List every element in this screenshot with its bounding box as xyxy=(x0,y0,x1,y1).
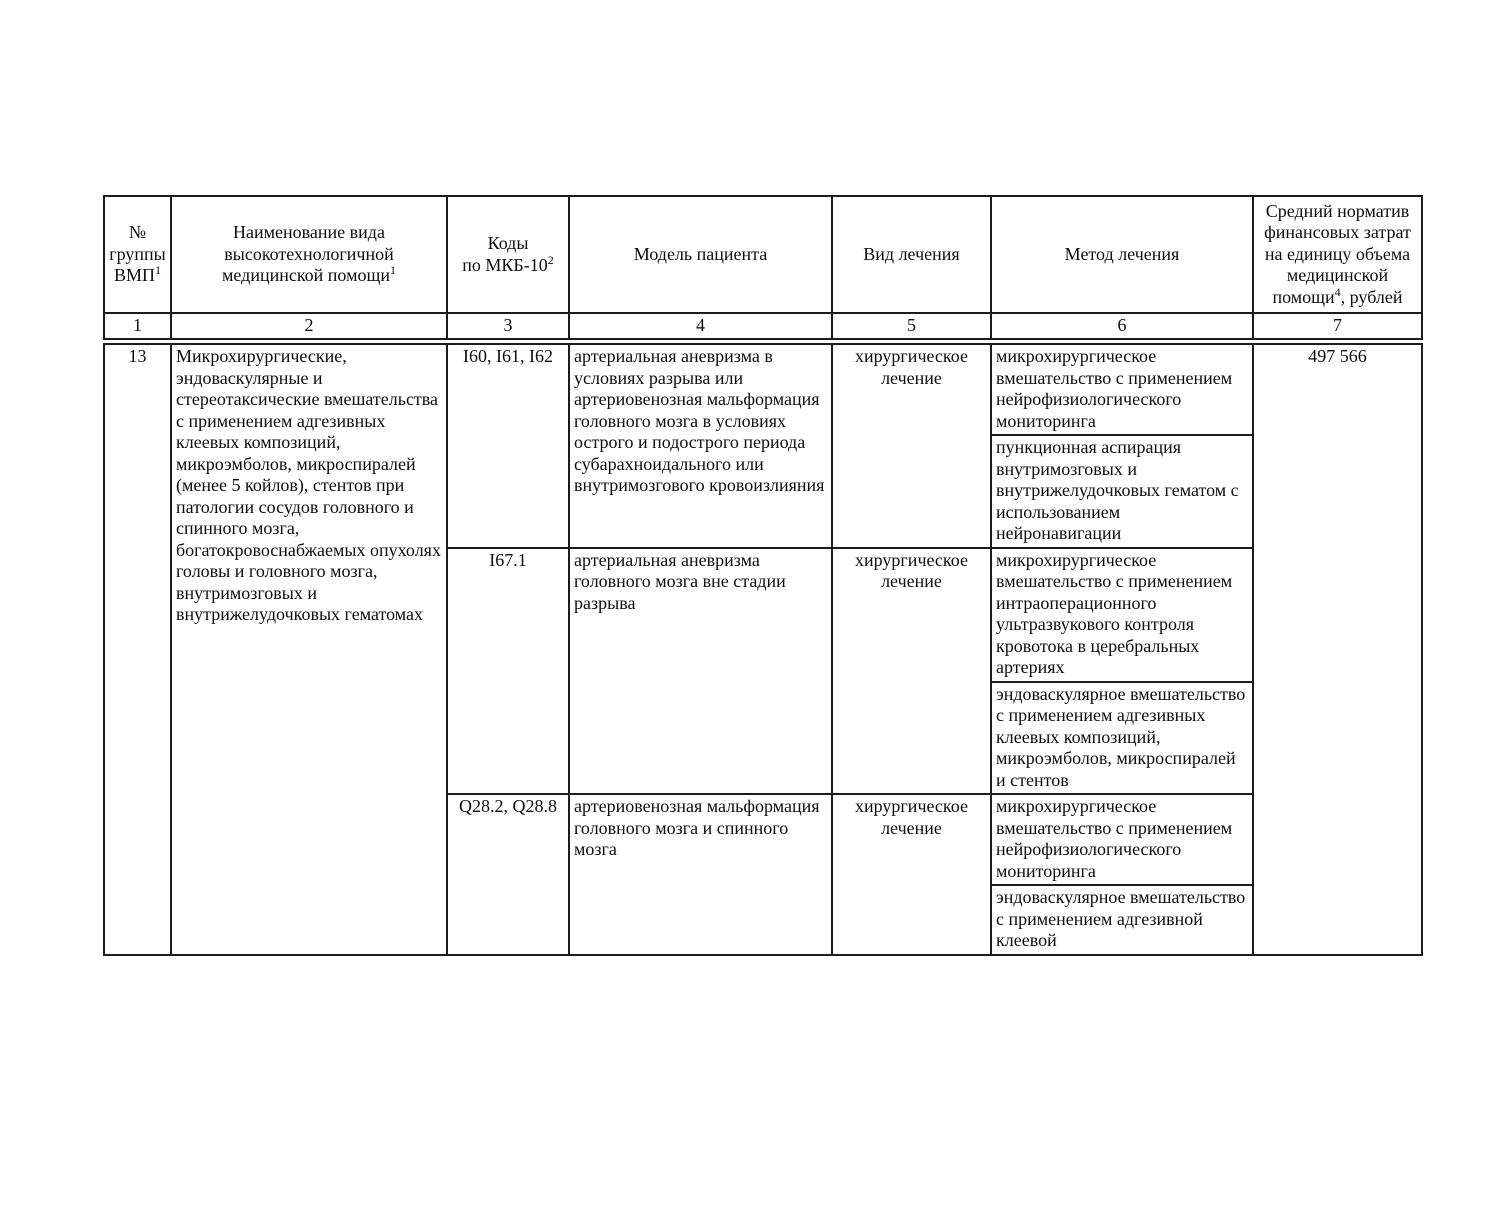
treatment-kind-cell: хирургическое лечение xyxy=(832,342,991,548)
treatment-method-cell: микрохирургическое вмешательство с применением нейрофизиологического мониторинга xyxy=(991,342,1253,436)
column-number-cell-2: 2 xyxy=(171,313,447,342)
footnote-ref-1: 1 xyxy=(155,263,161,278)
icd-codes-cell: I67.1 xyxy=(447,548,569,795)
column-number-cell-5: 5 xyxy=(832,313,991,342)
treatment-method-cell: пункционная аспирация внутримозговых и внутрижелудочковых гематом с использованием нейронавигации xyxy=(991,435,1253,548)
header-treatment-method: Метод лечения xyxy=(991,196,1253,313)
treatment-method-cell: микрохирургическое вмешательство с применением нейрофизиологического мониторинга xyxy=(991,794,1253,885)
treatment-method-cell: микрохирургическое вмешательство с применением интраоперационного ультразвукового контроля кровотока в церебральных артериях xyxy=(991,548,1253,682)
header-group-number-line2: группы xyxy=(109,243,166,264)
column-number-cell-4: 4 xyxy=(569,313,832,342)
column-number-cell-1: 1 xyxy=(104,313,171,342)
treatment-kind-cell: хирургическое лечение xyxy=(832,548,991,795)
table-header-row xyxy=(104,196,1422,313)
header-cost-standard-units: , рублей xyxy=(1340,286,1403,307)
treatment-kind-cell: хирургическое лечение xyxy=(832,794,991,955)
table-row xyxy=(104,342,1422,436)
column-numbers-row xyxy=(104,313,1422,342)
treatment-method-cell: эндоваскулярное вмешательство с применением адгезивной клеевой xyxy=(991,885,1253,955)
header-care-type-name xyxy=(171,196,447,313)
header-group-number-line1: № xyxy=(128,222,147,243)
column-number-cell-6: 6 xyxy=(991,313,1253,342)
vmp-table xyxy=(103,195,1423,956)
group-number-cell: 13 xyxy=(104,342,171,955)
header-icd-codes xyxy=(447,196,569,313)
patient-model-cell: артериальная аневризма в условиях разрыва или артериовенозная мальформация головного мозга в условиях острого и подострого периода субарахноидального или внутримозгового кровоизлияния xyxy=(569,342,832,548)
cost-value-cell: 497 566 xyxy=(1253,342,1422,955)
header-group-number xyxy=(104,196,171,313)
header-cost-standard xyxy=(1253,196,1422,313)
icd-codes-cell: Q28.2, Q28.8 xyxy=(447,794,569,955)
treatment-method-cell: эндоваскулярное вмешательство с применением адгезивных клеевых композиций, микроэмболов, микроспиралей и стентов xyxy=(991,682,1253,795)
footnote-ref-2: 2 xyxy=(547,252,554,267)
header-cost-standard-text: Средний норматив финансовых затрат на единицу объема медицинской помощи xyxy=(1264,200,1411,307)
header-treatment-kind: Вид лечения xyxy=(832,196,991,313)
patient-model-cell: артериальная аневризма головного мозга вне стадии разрыва xyxy=(569,548,832,795)
header-icd-codes-line2: по МКБ-$10^2$ xyxy=(462,252,554,275)
footnote-ref-4: 4 xyxy=(1334,284,1341,299)
column-number-cell-3: 3 xyxy=(447,313,569,342)
footnote-ref-1: 1 xyxy=(389,263,396,278)
header-patient-model: Модель пациента xyxy=(569,196,832,313)
icd-codes-cell: I60, I61, I62 xyxy=(447,342,569,548)
patient-model-cell: артериовенозная мальформация головного мозга и спинного мозга xyxy=(569,794,832,955)
care-type-name-cell: Микрохирургические, эндоваскулярные и стереотаксические вмешательства с применением адгезивных клеевых композиций, микроэмболов, микроспиралей (менее 5 койлов), стентов при патологии сосудов головного и спинного мозга, богатокровоснабжаемых опухолях головы и головного мозга, внутримозговых и внутрижелудочковых гематомах xyxy=(171,342,447,955)
header-icd-codes-line1: Коды xyxy=(487,233,529,253)
column-number-cell-7: 7 xyxy=(1253,313,1422,342)
header-group-number-line3: ВМП$^1$ xyxy=(113,263,161,286)
header-care-type-name-text: Наименование вида высокотехнологичной медицинской помощи xyxy=(222,222,394,286)
